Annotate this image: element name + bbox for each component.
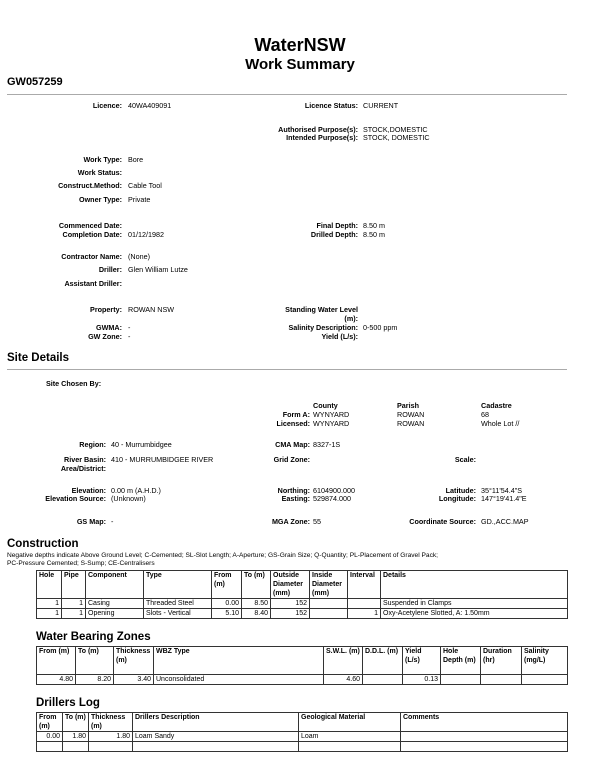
- grid-zone-label: Grid Zone:: [273, 455, 310, 464]
- longitude-value: 147°19'41.4"E: [481, 494, 527, 503]
- mga-zone-label: MGA Zone:: [271, 517, 310, 526]
- col-from: From (m): [212, 571, 242, 599]
- assistant-driller-label: Assistant Driller:: [64, 279, 122, 288]
- construct-method-value: Cable Tool: [128, 181, 162, 190]
- col-pipe: Pipe: [62, 571, 86, 599]
- cell: [133, 742, 299, 752]
- cell: Suspended in Clamps: [381, 599, 568, 609]
- col-interval: Interval: [348, 571, 381, 599]
- cell: Loam Sandy: [133, 732, 299, 742]
- elevation-source-value: (Unknown): [111, 494, 146, 503]
- completion-date-value: 01/12/1982: [128, 230, 164, 239]
- site-details-heading: Site Details: [7, 352, 69, 364]
- construction-header-row: [37, 571, 568, 599]
- cell: 0.13: [403, 675, 441, 685]
- construction-heading: Construction: [7, 538, 79, 550]
- col-swl: S.W.L. (m): [324, 647, 363, 675]
- col-inside-diameter: Inside Diameter (mm): [310, 571, 348, 599]
- cell: [348, 599, 381, 609]
- cell: 0.00: [37, 732, 63, 742]
- cell: 1.80: [89, 732, 133, 742]
- construct-method-label: Construct.Method:: [58, 181, 122, 190]
- parish-col-header: Parish: [397, 401, 419, 410]
- standing-water-level-unit: (m):: [344, 314, 358, 323]
- form-a-label: Form A:: [282, 410, 310, 419]
- cell: 0.00: [212, 599, 242, 609]
- cell: 4.60: [324, 675, 363, 685]
- licensed-label: Licensed:: [276, 419, 310, 428]
- col-salinity: Salinity (mg/L): [522, 647, 568, 675]
- river-basin-value: 410 - MURRUMBIDGEE RIVER: [111, 455, 214, 464]
- drillers-log-heading: Drillers Log: [36, 697, 100, 709]
- contractor-label: Contractor Name:: [61, 252, 122, 261]
- cell: [441, 675, 481, 685]
- cell: Threaded Steel: [144, 599, 212, 609]
- col-wbz-type: WBZ Type: [154, 647, 324, 675]
- drilled-depth-value: 8.50 m: [363, 230, 385, 239]
- gw-zone-label: GW Zone:: [88, 332, 122, 341]
- drillers-header-row: [37, 713, 568, 732]
- col-ddl: D.D.L. (m): [363, 647, 403, 675]
- elevation-source-label: Elevation Source:: [45, 494, 106, 503]
- drilled-depth-label: Drilled Depth:: [310, 230, 358, 239]
- gs-map-label: GS Map:: [76, 517, 106, 526]
- cell: 152: [271, 609, 310, 619]
- cell: 8.40: [242, 609, 271, 619]
- col-type: Type: [144, 571, 212, 599]
- scale-label: Scale:: [454, 455, 476, 464]
- gwma-label: GWMA:: [96, 323, 122, 332]
- col-drillers-description: Drillers Description: [133, 713, 299, 732]
- commenced-date-label: Commenced Date:: [58, 221, 122, 230]
- cell: [89, 742, 133, 752]
- col-geological-material: Geological Material: [299, 713, 401, 732]
- cell: 5.10: [212, 609, 242, 619]
- col-outside-diameter: Outside Diameter (mm): [271, 571, 310, 599]
- drillers-log-table: [36, 712, 568, 752]
- coordinate-source-value: GD.,ACC.MAP: [481, 517, 529, 526]
- table-row: [37, 609, 568, 619]
- cell: 3.40: [114, 675, 154, 685]
- construction-table: [36, 570, 568, 619]
- completion-date-label: Completion Date:: [62, 230, 122, 239]
- gw-zone-value: -: [128, 332, 131, 341]
- wbz-table: [36, 646, 568, 685]
- col-comments: Comments: [401, 713, 568, 732]
- wbz-heading: Water Bearing Zones: [36, 631, 151, 643]
- easting-label: Easting:: [281, 494, 310, 503]
- table-row: [37, 599, 568, 609]
- cell: [522, 675, 568, 685]
- col-component: Component: [86, 571, 144, 599]
- licensed-cadastre: Whole Lot //: [481, 419, 520, 428]
- page-title: Work Summary: [245, 56, 355, 73]
- mga-zone-value: 55: [313, 517, 321, 526]
- cell: 8.20: [76, 675, 114, 685]
- driller-label: Driller:: [98, 265, 122, 274]
- northing-label: Northing:: [277, 486, 310, 495]
- licence-value: 40WA409091: [128, 101, 172, 110]
- cell: [401, 742, 568, 752]
- elevation-value: 0.00 m (A.H.D.): [111, 486, 161, 495]
- licence-status-label: Licence Status:: [304, 101, 358, 110]
- col-from: From (m): [37, 713, 63, 732]
- cell: 1: [62, 609, 86, 619]
- final-depth-label: Final Depth:: [316, 221, 358, 230]
- coordinate-source-label: Coordinate Source:: [409, 517, 476, 526]
- cell: [299, 742, 401, 752]
- col-to: To (m): [242, 571, 271, 599]
- construction-note-2: PC-Pressure Cemented; S-Sump; CE-Centralisers: [7, 560, 155, 567]
- property-label: Property:: [90, 305, 122, 314]
- form-a-parish: ROWAN: [397, 410, 425, 419]
- cell: Slots - Vertical: [144, 609, 212, 619]
- region-value: 40 - Murrumbidgee: [111, 440, 172, 449]
- cell: Casing: [86, 599, 144, 609]
- latitude-value: 35°11'54.4"S: [481, 486, 523, 495]
- owner-type-value: Private: [128, 195, 151, 204]
- authorised-purpose-label: Authorised Purpose(s):: [278, 125, 358, 134]
- region-label: Region:: [79, 440, 106, 449]
- construction-note-1: Negative depths indicate Above Ground Level; C-Cemented; SL-Slot Length; A-Aperture; GS-Grain Size; Q-Quantity; PL-Placement of Gravel Pack;: [7, 552, 439, 559]
- col-details: Details: [381, 571, 568, 599]
- longitude-label: Longitude:: [438, 494, 476, 503]
- work-type-value: Bore: [128, 155, 144, 164]
- yield-label: Yield (L/s):: [321, 332, 358, 341]
- work-type-label: Work Type:: [83, 155, 122, 164]
- licence-status-value: CURRENT: [363, 101, 399, 110]
- col-from: From (m): [37, 647, 76, 675]
- cadastre-col-header: Cadastre: [481, 401, 512, 410]
- intended-purpose-value: STOCK, DOMESTIC: [363, 133, 430, 142]
- intended-purpose-label: Intended Purpose(s):: [286, 133, 358, 142]
- col-thickness: Thickness (m): [89, 713, 133, 732]
- cell: [401, 732, 568, 742]
- cell: [37, 742, 63, 752]
- northing-value: 6104900.000: [313, 486, 355, 495]
- site-chosen-label: Site Chosen By:: [46, 379, 102, 388]
- cell: 1: [37, 609, 62, 619]
- org-title: WaterNSW: [254, 35, 346, 55]
- col-to: To (m): [63, 713, 89, 732]
- licence-label: Licence:: [92, 101, 122, 110]
- wbz-header-row: [37, 647, 568, 675]
- cell: [310, 599, 348, 609]
- driller-value: Glen William Lutze: [128, 265, 188, 274]
- owner-type-label: Owner Type:: [79, 195, 122, 204]
- work-status-label: Work Status:: [77, 168, 122, 177]
- property-value: ROWAN NSW: [128, 305, 175, 314]
- cma-map-label: CMA Map:: [275, 440, 310, 449]
- cell: [63, 742, 89, 752]
- contractor-value: (None): [128, 252, 150, 261]
- standing-water-level-label: Standing Water Level: [285, 305, 358, 314]
- table-row: [37, 675, 568, 685]
- cell: [481, 675, 522, 685]
- licensed-parish: ROWAN: [397, 419, 425, 428]
- cma-map-value: 8327-1S: [313, 440, 341, 449]
- cell: 1.80: [63, 732, 89, 742]
- cell: [310, 609, 348, 619]
- site-details-divider: [7, 369, 567, 370]
- form-a-cadastre: 68: [481, 410, 489, 419]
- easting-value: 529874.000: [313, 494, 351, 503]
- form-a-county: WYNYARD: [313, 410, 350, 419]
- cell: [363, 675, 403, 685]
- licensed-county: WYNYARD: [313, 419, 350, 428]
- table-row: [37, 732, 568, 742]
- col-hole: Hole: [37, 571, 62, 599]
- col-hole-depth: Hole Depth (m): [441, 647, 481, 675]
- latitude-label: Latitude:: [445, 486, 476, 495]
- cell: Unconsolidated: [154, 675, 324, 685]
- cell: 4.80: [37, 675, 76, 685]
- salinity-label: Salinity Description:: [288, 323, 358, 332]
- cell: 8.50: [242, 599, 271, 609]
- gwma-value: -: [128, 323, 131, 332]
- cell: 1: [62, 599, 86, 609]
- elevation-label: Elevation:: [71, 486, 106, 495]
- cell: 152: [271, 599, 310, 609]
- cell: 1: [37, 599, 62, 609]
- col-to: To (m): [76, 647, 114, 675]
- table-row: [37, 742, 568, 752]
- cell: Opening: [86, 609, 144, 619]
- cell: Loam: [299, 732, 401, 742]
- cell: 1: [348, 609, 381, 619]
- river-basin-label: River Basin:: [64, 455, 106, 464]
- col-thickness: Thickness (m): [114, 647, 154, 675]
- header-divider: [7, 94, 567, 95]
- area-district-label: Area/District:: [60, 464, 106, 473]
- authorised-purpose-value: STOCK,DOMESTIC: [363, 125, 428, 134]
- col-duration: Duration (hr): [481, 647, 522, 675]
- work-id: GW057259: [7, 76, 63, 88]
- salinity-value: 0-500 ppm: [363, 323, 398, 332]
- col-yield: Yield (L/s): [403, 647, 441, 675]
- county-col-header: County: [313, 401, 338, 410]
- gs-map-value: -: [111, 517, 114, 526]
- cell: Oxy-Acetylene Slotted, A: 1.50mm: [381, 609, 568, 619]
- final-depth-value: 8.50 m: [363, 221, 385, 230]
